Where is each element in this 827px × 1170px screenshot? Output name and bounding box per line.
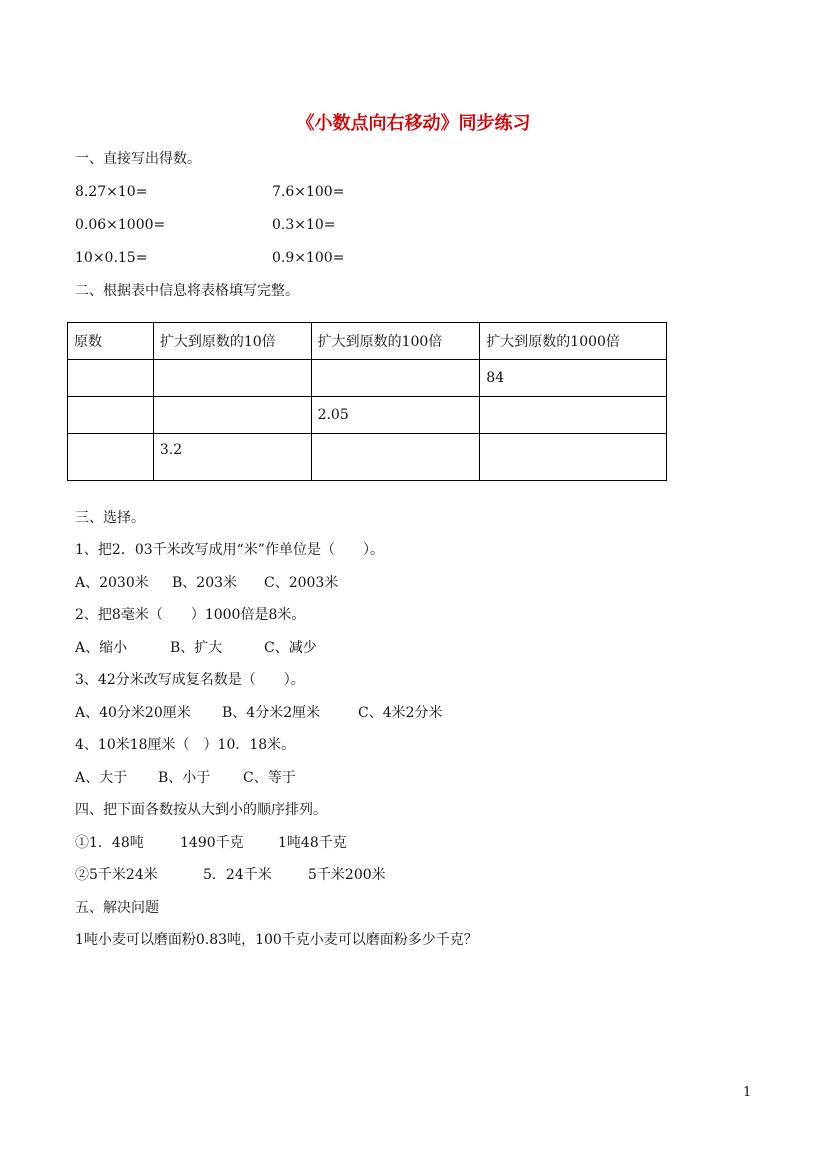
option: A、大于: [75, 770, 128, 786]
option: C、2003米: [264, 575, 339, 591]
section4-heading: 四、把下面各数按从大到小的顺序排列。: [75, 802, 327, 818]
question-text: 4、10米18厘米（ ）10．18米。: [75, 737, 296, 753]
option: C、等于: [243, 770, 296, 786]
section3-heading: 三、选择。: [75, 510, 145, 526]
table-cell: 84: [480, 360, 667, 397]
table-row: [68, 397, 667, 434]
document-title: 《小数点向右移动》同步练习: [296, 113, 531, 134]
section2-heading: 二、根据表中信息将表格填写完整。: [75, 283, 299, 299]
table-cell: [480, 434, 667, 481]
order-item: ①1．48吨: [75, 835, 144, 851]
calc-item: 0.06×1000=: [75, 217, 166, 233]
option: B、4分米2厘米: [222, 705, 321, 721]
calc-item: 7.6×100=: [272, 184, 345, 200]
table-cell: [153, 360, 311, 397]
order-item: 5．24千米: [203, 867, 272, 883]
option: A、缩小: [75, 640, 128, 656]
calc-item: 10×0.15=: [75, 250, 148, 266]
table-cell: [68, 360, 154, 397]
table-cell: 3.2: [153, 434, 311, 481]
option: B、扩大: [170, 640, 223, 656]
word-problem: 1吨小麦可以磨面粉0.83吨，100千克小麦可以磨面粉多少千克？: [75, 932, 478, 948]
page-number: 1: [743, 1085, 752, 1100]
section1-heading: 一、直接写出得数。: [75, 151, 201, 167]
table-header-cell: 扩大到原数的10倍: [153, 323, 311, 360]
question-text: 2、把8毫米（ ）1000倍是8米。: [75, 607, 306, 623]
order-item: 1吨48千克: [278, 835, 347, 851]
calc-item: 8.27×10=: [75, 184, 148, 200]
table-header-cell: 扩大到原数的1000倍: [480, 323, 667, 360]
table-header-cell: 扩大到原数的100倍: [311, 323, 480, 360]
table-cell: [311, 360, 480, 397]
table-cell: [311, 434, 480, 481]
order-item: 5千米200米: [308, 867, 386, 883]
table-cell: 2.05: [311, 397, 480, 434]
fill-table: [67, 322, 667, 481]
table-cell: [68, 397, 154, 434]
table-header-row: [68, 323, 667, 360]
option: A、2030米: [75, 575, 149, 591]
calc-item: 0.3×10=: [272, 217, 336, 233]
option: B、203米: [172, 575, 238, 591]
option: C、减少: [264, 640, 317, 656]
order-item: 1490千克: [180, 835, 244, 851]
option: C、4米2分米: [358, 705, 443, 721]
table-cell: [480, 397, 667, 434]
section5-heading: 五、解决问题: [75, 900, 159, 916]
calc-item: 0.9×100=: [272, 250, 345, 266]
option: A、40分米20厘米: [75, 705, 191, 721]
table-header-cell: 原数: [68, 323, 154, 360]
table-row: [68, 434, 667, 481]
question-text: 3、42分米改写成复名数是（ ）。: [75, 672, 305, 688]
option: B、小于: [158, 770, 211, 786]
question-text: 1、把2．03千米改写成用“米”作单位是（ ）。: [75, 542, 384, 558]
order-item: ②5千米24米: [75, 867, 158, 883]
table-row: [68, 360, 667, 397]
table-cell: [153, 397, 311, 434]
table-cell: [68, 434, 154, 481]
